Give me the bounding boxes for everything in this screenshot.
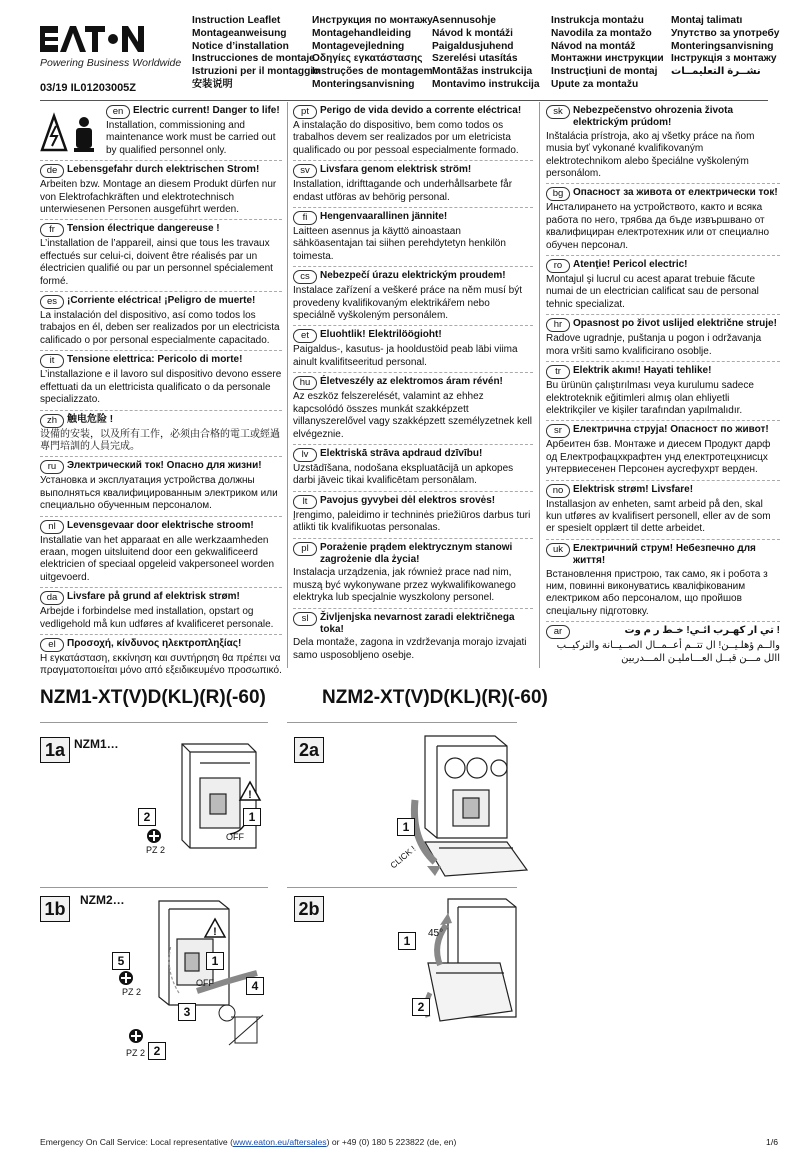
warning-sv: sv Livsfara genom elektrisk ström! Installation, idrifttagande och underhållsarbete får endast utföras av behörig personal. (293, 161, 533, 208)
nzm1-label: NZM1… (74, 737, 119, 751)
recycle-bin-icon (229, 1015, 263, 1045)
warnings-column-3 (546, 102, 780, 668)
step-1a-label: 1a (40, 737, 70, 763)
warning-fi: fi Hengenvaarallinen jännite! Laitteen asennus ja käyttö ainoastaan sähköasentajan tai siihen perehdytetyn henkilön toimesta. (293, 208, 533, 267)
page-number: 1/6 (766, 1137, 778, 1147)
callout-2: 2 (148, 1042, 166, 1060)
warning-bg: bg Опасност за живота от електрически ток! Инсталирането на устройството, както и всяка работа по него, трябва да бъде извършвано от квалифициран електротехник или от специално обучен персонал. (546, 184, 780, 256)
titles-column-5: Montaj talimatı Упутство за употребу Monteringsanvisning Інструкція з монтажу نشــرة التعليمــات (671, 15, 780, 78)
callout-4: 4 (246, 977, 264, 995)
svg-text:!: ! (248, 789, 252, 801)
off-label: OFF (196, 978, 214, 988)
warning-ar: ar ! تي ار كهـرب ائـي! خـط ر م وت والــم ؤهلـيــن! ال تتــم أعــمــال الصــيــانة والتركيــب االل مـــن قبــل العـــامليـن المـــدربين (546, 622, 780, 668)
step-2b-label: 2b (294, 896, 324, 922)
warning-it: it Tensione elettrica: Pericolo di morte! L’installazione e il lavoro sul dispositivo devono essere effettuati da un elettricista qualificato o da personale specializzato. (40, 351, 282, 410)
warning-lv: lv Elektriskā strāva apdraud dzīvību! Uzstādīšana, nodošana ekspluatācijā un apkopes darbi jāveic tikai kvalificētam personālam. (293, 445, 533, 492)
titles-column-1: Instruction Leaflet Montageanweisung Notice d’installation Instrucciones de montaje Istruzioni per il montaggio 安装说明 (192, 15, 320, 90)
product-title-nzm2: NZM2-XT(V)D(KL)(R)(-60) (322, 687, 548, 708)
callout-5: 5 (112, 952, 130, 970)
screwdriver-pz-icon (146, 828, 162, 844)
warning-ro: ro Atenţie! Pericol electric! Montajul şi lucrul cu acest aparat trebuie făcute numai de un electrician calificat sau de personal tehnic specializat. (546, 256, 780, 315)
tool-label: PZ 2 (126, 1048, 146, 1058)
warning-de: de Lebensgefahr durch elektrischen Strom! Arbeiten bzw. Montage an diesem Produkt dürfen nur von Elektrofachkräften und elektrotechnisch unterwiesenen Personen ausgeführt werden. (40, 161, 282, 220)
warning-sk: sk Nebezpečenstvo ohrozenia života elektrickým prúdom! Inštalácia prístroja, ako aj všetky práce na ňom musia byť vykonané kvalifikovaným elektrotechnikom alebo špeciálne vyškoleným personálom. (546, 102, 780, 184)
figure-separator (40, 887, 268, 888)
titles-column-3: Asennusohje Návod k montáži Paigaldusjuhend Szerelési utasítás Montāžas instrukcija Montavimo instrukcija (432, 15, 540, 90)
angle-label: 45° (428, 928, 444, 939)
warning-cs: cs Nebezpečí úrazu elektrickým proudem! Instalace zařízení a veškeré práce na něm musí být provedeny kvalifikovaným elektrikářem nebo speciálně vyškoleným personálem. (293, 267, 533, 326)
step-1b-label: 1b (40, 896, 70, 922)
warning-da: da Livsfare på grund af elektrisk strøm! Arbejde i forbindelse med installation, opstart og vedligehold må kun udføres af kvalificeret personale. (40, 588, 282, 635)
warnings-column-2 (293, 102, 533, 665)
callout-1: 1 (397, 818, 415, 836)
svg-text:!: ! (213, 926, 217, 938)
warning-lt: lt Pavojus gyvybei dėl elektros srovės! Įrengimo, paleidimo ir techninės priežiūros darbus turi atlikti tik kvalifikuotas personalas. (293, 492, 533, 539)
hazard-icon (240, 782, 260, 801)
tool-label: PZ 2 (122, 987, 142, 997)
screwdriver-pz-icon (128, 1028, 144, 1044)
callout-1: 1 (206, 952, 224, 970)
warning-fr: fr Tension électrique dangereuse ! L’installation de l’appareil, ainsi que tous les travaux effectués sur celui-ci, doivent être réalisés par un électricien qualifié ou par un personnel spécialement formé. (40, 220, 282, 292)
step-2a-label: 2a (294, 737, 324, 763)
warning-nl: nl Levensgevaar door elektrische stroom! Installatie van het apparaat en alle werkzaamheden eraan, mogen uitsluitend door een gekwalificeerd elektricien of speciaal opgeleid vakpersoneel worden uitgevoerd. (40, 517, 282, 589)
aftersales-link[interactable]: www.eaton.eu/aftersales (232, 1137, 327, 1147)
document-number: 03/19 IL01203005Z (40, 82, 137, 94)
hazard-icon (205, 919, 225, 938)
warnings-column-1 (40, 102, 282, 681)
product-title-nzm1: NZM1-XT(V)D(KL)(R)(-60) (40, 687, 266, 708)
callout-3: 3 (178, 1003, 196, 1021)
nzm2-label: NZM2… (80, 893, 125, 907)
figure-separator (287, 887, 517, 888)
warning-tr: tr Elektrik akımı! Hayati tehlike! Bu ürünün çalıştırılması veya kurulumu sadece elektroteknik eğitimleri almış olan ehliyetli elektrikçiler ve kişiler tarafından yapılmalıdır. (546, 362, 780, 421)
warning-no: no Elektrisk strøm! Livsfare! Installasjon av enheten, samt arbeid på den, skal kun utføres av kvalifisert personell, eller av de som er spesielt opplært til dette arbeidet. (546, 481, 780, 540)
warning-sl: sl Življenjska nevarnost zaradi električnega toka! Dela montaže, zagona in vzdrževanja morajo izvajati samo usposobljeno osebje. (293, 611, 527, 661)
warning-pt: pt Perigo de vida devido a corrente eléctrica! A instalação do dispositivo, bem como todos os trabalhos devem ser realizados por um eletricista qualificado ou por pessoal especialmente formado. (293, 102, 533, 161)
click-label: CLICK ! (388, 843, 418, 871)
screwdriver-pz-icon (118, 970, 134, 986)
warning-zh: zh 触电危险 ! 设備的安装，以及所有工作，必须由合格的電工或經過專門培訓的人員完成。 (40, 411, 282, 458)
warning-et: et Eluohtlik! Elektrilöögioht! Paigaldus-, kasutus- ja hooldustöid peab läbi viima ainult kvalifitseeritud personal. (293, 326, 533, 373)
figure-separator (40, 722, 268, 723)
warning-en: en Electric current! Danger to life! Installation, commissioning and maintenance work must be carried out by qualified personnel only. (40, 102, 282, 161)
warning-es: es ¡Corriente eléctrica! ¡Peligro de muerte! La instalación del dispositivo, así como todos los trabajos en él, deben ser realizados por un electricista calificado o por personal especialmente capacitado. (40, 292, 282, 351)
figure-separator (287, 722, 517, 723)
warning-pl: pl Porażenie prądem elektrycznym stanowi zagrożenie dla życia! Instalacja urządzenia, jak również prace nad nim, muszą być wykonywane przez wykwalifikowanego elektryka lub specjalnie wyszkolony personel. (293, 539, 533, 609)
titles-column-4: Instrukcja montażu Navodila za montažo Návod na montáž Монтажни инструкции Instrucţiuni de montaj Upute za montažu (551, 15, 664, 90)
column-divider (287, 102, 288, 668)
callout-2: 2 (412, 998, 430, 1016)
warning-ru: ru Электрический ток! Опасно для жизни! Установка и эксплуатация устройства должны выполняться квалифицированным электриком или специально обученным персоналом. (40, 457, 282, 516)
tool-label: PZ 2 (146, 845, 166, 855)
warning-el: el Προσοχή, κίνδυνος ηλεκτροπληξίας! Η εγκατάσταση, εκκίνηση και συντήρηση θα πρέπει να πραγματοποιείται μόνο από εξειδικευμένο προσωπικό. (40, 637, 282, 677)
column-divider (539, 102, 540, 668)
callout-2: 2 (138, 808, 156, 826)
titles-column-2: Инструкция по монтажу Montagehandleiding Montagevejledning Οδηγίες εγκατάστασης Instruções de montagem Monteringsanvisning (312, 15, 433, 90)
callout-1: 1 (398, 932, 416, 950)
fig-2a-breaker-drawing (395, 730, 540, 882)
header-divider (40, 100, 768, 101)
warning-hu: hu Életveszély az elektromos áram révén! Az eszköz felszerelését, valamint az ehhez kapcsolódó összes munkát szakképzett villanyszerelővel vagy szakképzett személyzetnek kell elvégeznie. (293, 373, 533, 445)
warning-hr: hr Opasnost po život uslijed električne struje! Radove ugradnje, puštanja u pogon i održavanja mora vršiti samo kvalificirano osoblje. (546, 315, 780, 362)
tagline: Powering Business Worldwide (40, 57, 182, 69)
warning-sr: sr Електрична струја! Опасност по живот! Арбеитен бзв. Монтаже и диесем Продукт дарф од Електрофацхкрафтен унд електротецхнисцх унтервиесенен Персонен аусгефухрт верден. (546, 421, 780, 480)
off-label: OFF (226, 832, 244, 842)
callout-1: 1 (243, 808, 261, 826)
eaton-logo (40, 24, 145, 54)
footer-emergency-service: Emergency On Call Service: Local representative (www.eaton.eu/aftersales) or +49 (0) 180 5 223822 (de, en) (40, 1137, 457, 1147)
warning-uk: uk Електричний струм! Небезпечно для життя! Встановлення пристрою, так само, як і робота з ним, повинні виконуватись кваліфікованим електриком або персоналом, що пройшов спеціальну підготовку. (546, 540, 780, 622)
